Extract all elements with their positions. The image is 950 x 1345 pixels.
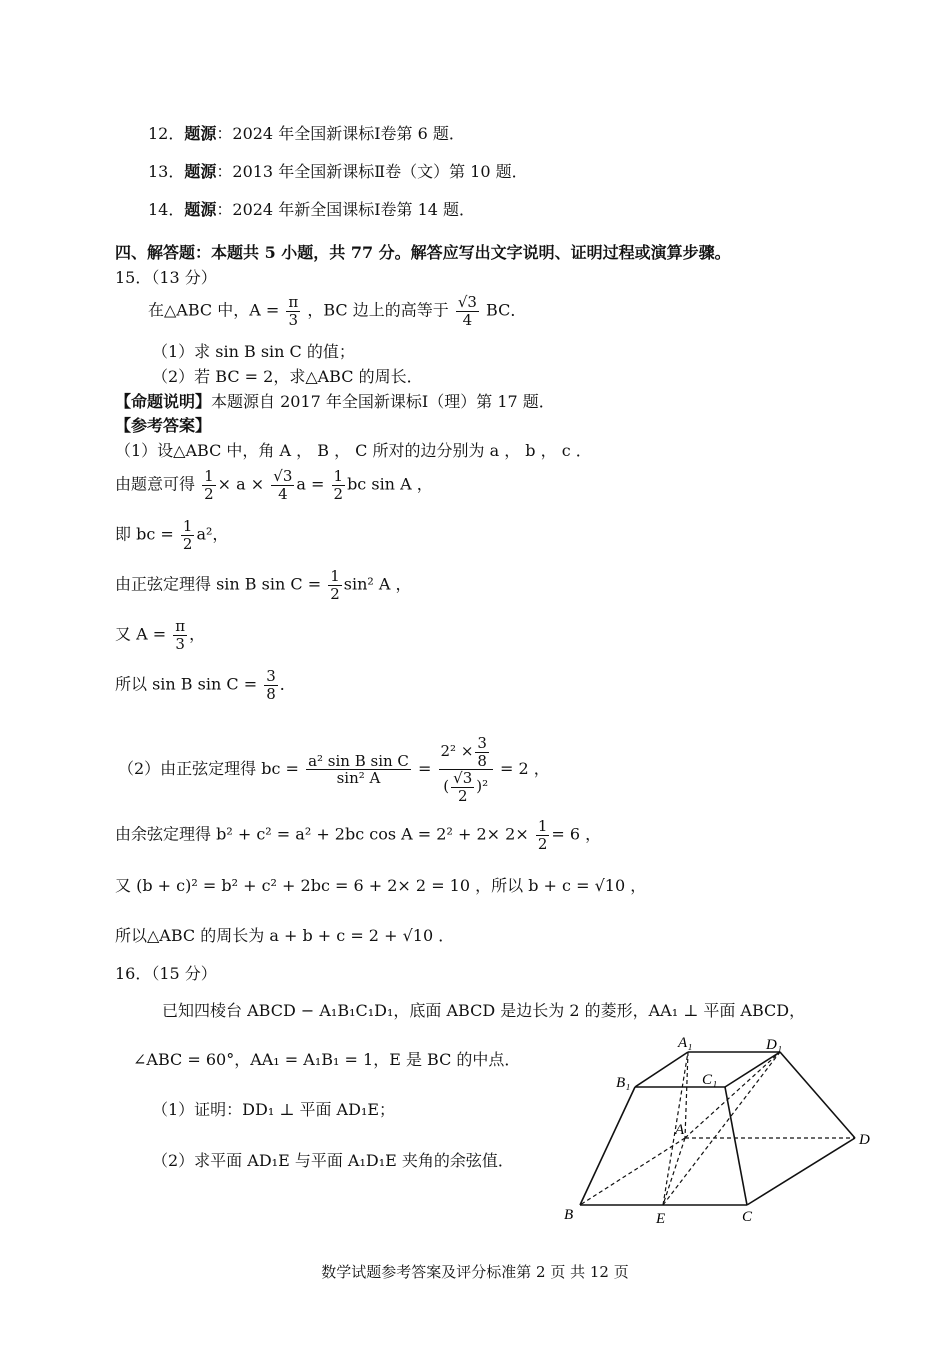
solution-step-3: 即 bc = $\frac{1}{2}$ a²，: [115, 517, 229, 553]
q16-part1: （1）证明：DD₁ ⊥ 平面 AD₁E；: [152, 1100, 396, 1119]
edge-a1b1: [635, 1052, 688, 1087]
label-e: E: [656, 1211, 666, 1227]
q15-part1: （1）求 sin B sin C 的值；: [152, 342, 355, 361]
q15-part2: （2）若 BC = 2，求△ABC 的周长．: [152, 367, 423, 386]
label-a: A: [675, 1122, 685, 1138]
label-a1: A₁: [678, 1035, 693, 1051]
source-line-13: 13．题源：2013 年全国新课标Ⅱ卷（文）第 10 题．: [148, 162, 528, 181]
solution-step-10: 所以△ABC 的周长为 a + b + c = 2 + √10 ．: [115, 926, 455, 945]
label-c: C: [742, 1209, 753, 1225]
section-title: 四、解答题：本题共 5 小题，共 77 分。解答应写出文字说明、证明过程或演算步骤。: [115, 243, 731, 262]
solution-step-2: 由题意可得 $\frac{1}{2}$ × a × $\frac{√3}{4}$ a = $\frac{1}{2}$ bc sin A ，: [115, 467, 433, 503]
source-line-12: 12．题源：2024 年全国新课标Ⅰ卷第 6 题．: [148, 124, 465, 143]
q16-part2: （2）求平面 AD₁E 与平面 A₁D₁E 夹角的余弦值．: [152, 1151, 514, 1170]
fraction-pi-over-3: $\frac{\pi}{3}$: [288, 293, 299, 329]
answer-label: 【参考答案】: [115, 416, 212, 435]
page-footer: 数学试题参考答案及评分标准第 2 页 共 12 页: [321, 1263, 629, 1281]
label-b1: B₁: [616, 1075, 631, 1091]
solution-step-1: （1）设△ABC 中，角 A ， B ， C 所对的边分别为 a ， b ， c ．: [115, 441, 592, 460]
solution-step-7: （2）由正弦定理得 bc = $\frac{\text{a² sin B sin C}}{\text{sin² A}}$ = 2² × $\frac{3}{8}$ ( $\frac{√3}{2}$ )² = 2 ，: [118, 734, 550, 805]
solution-step-5: 又 A = $\frac{\pi}{3}$ ，: [115, 617, 206, 653]
solution-step-9: 又 (b + c)² = b² + c² + 2bc = 6 + 2× 2 = 10 ，所以 b + c = √10 ，: [115, 876, 647, 895]
solution-step-8: 由余弦定理得 b² + c² = a² + 2bc cos A = 2² + 2× 2× $\frac{1}{2}$ = 6 ，: [115, 817, 602, 853]
q15-note: 【命题说明】本题源自 2017 年全国新课标Ⅰ（理）第 17 题．: [115, 392, 555, 411]
q16-stem-line2: ∠ABC = 60°，AA₁ = A₁B₁ = 1，E 是 BC 的中点．: [133, 1050, 521, 1069]
label-b: B: [564, 1207, 574, 1223]
solution-step-4: 由正弦定理得 sin B sin C = $\frac{1}{2}$ sin² A ，: [115, 567, 412, 603]
edge-cc1: [725, 1087, 747, 1205]
solution-step-6: 所以 sin B sin C = $\frac{3}{8}$ ．: [115, 667, 296, 703]
q16-heading: 16．（15 分）: [115, 964, 217, 983]
fraction-sqrt3-over-4: $\frac{√3}{4}$: [457, 293, 477, 329]
label-d: D: [859, 1132, 870, 1148]
q16-stem-line1: 已知四棱台 ABCD − A₁B₁C₁D₁，底面 ABCD 是边长为 2 的菱形，AA₁ ⊥ 平面 ABCD，: [162, 1001, 806, 1020]
segment-ae: [663, 1138, 685, 1205]
label-c1: C₁: [702, 1072, 718, 1088]
edge-cd: [747, 1138, 855, 1205]
q15-stem: 在△ABC 中，A = $\frac{\pi}{3}$ ，BC 边上的高等于 $\frac{√3}{4}$ BC．: [148, 293, 527, 329]
source-line-14: 14．题源：2024 年新全国课标Ⅰ卷第 14 题．: [148, 200, 476, 219]
label-d1: D₁: [766, 1037, 783, 1053]
edge-c1d1: [725, 1052, 780, 1087]
edge-dd1: [780, 1052, 855, 1138]
frustum-figure: [560, 1030, 880, 1235]
q15-heading: 15．（13 分）: [115, 268, 217, 287]
